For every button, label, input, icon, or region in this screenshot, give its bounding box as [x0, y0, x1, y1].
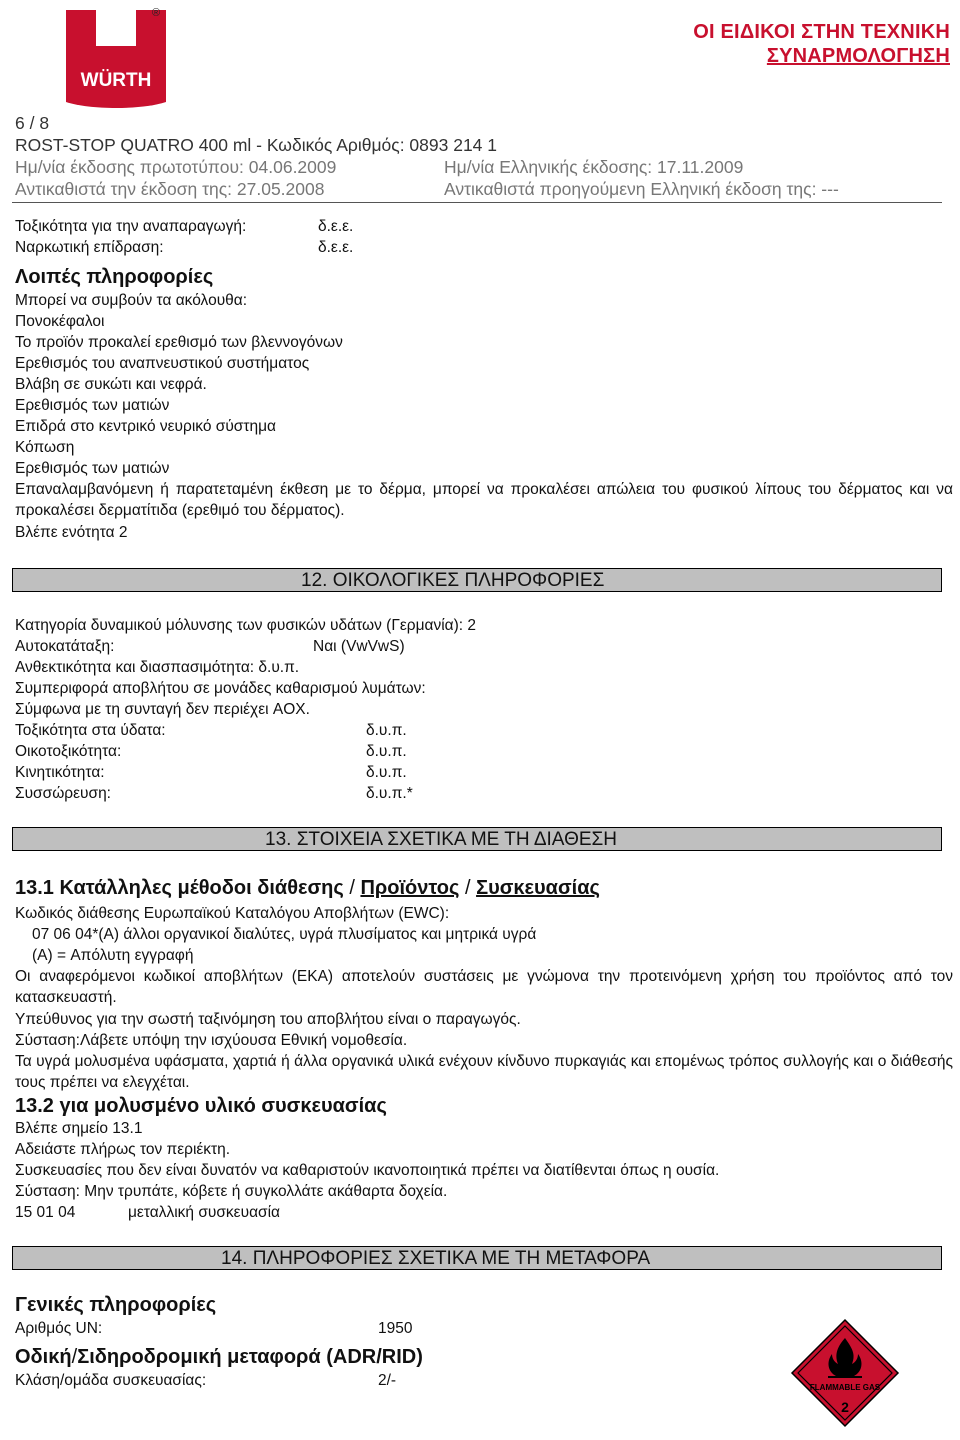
other-info-line: Βλάβη σε συκώτι και νεφρά. [15, 376, 207, 393]
section-14-title: 14. ΠΛΗΡΟΦΟΡΙΕΣ ΣΧΕΤΙΚΑ ΜΕ ΤΗ ΜΕΤΑΦΟΡΑ [221, 1248, 651, 1269]
header-divider [12, 202, 942, 203]
packaging-code: 15 01 04 [15, 1204, 76, 1221]
greek-issue-date: Ημ/νία Ελληνικής έκδοσης: 17.11.2009 [444, 157, 744, 177]
slash: / [459, 877, 477, 899]
see-point-13-1: Βλέπε σημείο 13.1 [15, 1120, 143, 1137]
class-group-value: 2/- [378, 1372, 397, 1389]
section-14-bar [12, 1246, 942, 1270]
ewc-label: Κωδικός διάθεσης Ευρωπαϊκού Καταλόγου Αποβλήτων (EWC): [15, 905, 450, 922]
contaminated-packaging-title: 13.2 για μολυσμένο υλικό συσκευασίας [15, 1095, 387, 1117]
other-info-line: Επιδρά στο κεντρικό νευρικό σύστημα [15, 418, 276, 435]
slash: / [71, 1346, 78, 1368]
see-section-2: Βλέπε ενότητα 2 [15, 524, 128, 541]
no-pierce-recommendation: Σύσταση: Μην τρυπάτε, κόβετε ή συγκολλάτε ακάθαρτα δοχεία. [15, 1183, 448, 1200]
national-law-recommendation: Σύσταση:Λάβετε υπόψη την ισχύουσα Εθνική νομοθεσία. [15, 1032, 408, 1049]
eco-row-label: Συσσώρευση: [15, 785, 111, 802]
water-hazard-class: Κατηγορία δυναμικού μόλυνσης των φυσικών υδάτων (Γερμανία): 2 [15, 617, 477, 634]
other-info-line: Ερεθισμός των ματιών [15, 397, 170, 414]
empty-container: Αδειάστε πλήρως τον περιέκτη. [15, 1141, 231, 1158]
narcotic-effect-value: δ.ε.ε. [318, 239, 354, 256]
producer-responsibility: Υπεύθυνος για την σωστή ταξινόμηση του αποβλήτου είναι ο παραγωγός. [15, 1011, 521, 1028]
reproductive-toxicity-label: Τοξικότητα για την αναπαραγωγή: [15, 218, 247, 235]
eco-row-value: δ.υ.π. [366, 743, 407, 760]
eco-row-label: Τοξικότητα στα ύδατα: [15, 722, 166, 739]
registered-mark: ® [152, 7, 161, 19]
packaging-description: μεταλλική συσκευασία [128, 1204, 281, 1221]
skin-exposure-paragraph: Επαναλαμβανόμενη ή παρατεταμένη έκθεση με το δέρμα, μπορεί να προκαλέσει απώλεια του φυσικού λίπους του δέρματος και να προκαλέσει δερματίτιδα (ερεθιμό του δέρματος). [15, 481, 953, 519]
ewc-code: 07 06 04*(A) άλλοι οργανικοί διαλύτες, υγρά πλυσίματος και μητρικά υγρά [32, 926, 537, 943]
section-12-title: 12. ΟΙΚΟΛΟΓΙΚΕΣ ΠΛΗΡΟΦΟΡΙΕΣ [301, 570, 605, 591]
eco-row-value: δ.υ.π. [366, 764, 407, 781]
replaces-greek-version: Αντικαθιστά προηγούμενη Ελληνική έκδοση της: --- [444, 179, 839, 199]
class-group-label: Κλάση/ομάδα συσκευασίας: [15, 1372, 207, 1389]
ewc-recommendation-paragraph: Οι αναφερόμενοι κωδικοί αποβλήτων (ΕΚΑ) αποτελούν συστάσεις με γνώμονα την προτεινόμενη χρήση του προϊόντος από τον κατασκευαστή. [15, 968, 953, 1006]
road-transport: Οδική [15, 1346, 72, 1368]
road-rail-transport-title [15, 1345, 423, 1369]
disposal-methods-prefix: 13.1 Κατάλληλες μέθοδοι διάθεσης [15, 877, 344, 899]
eco-row-value: δ.υ.π.* [366, 785, 413, 802]
self-classification-value: Ναι (VwVwS) [313, 638, 405, 655]
ewc-note: (A) = Απόλυτη εγγραφή [32, 947, 194, 964]
other-info-line: Κόπωση [15, 439, 75, 456]
brand-text: WÜRTH [80, 70, 152, 91]
other-info-line: Πονοκέφαλοι [15, 313, 105, 330]
slogan [693, 20, 950, 68]
other-info-line: Μπορεί να συμβούν τα ακόλουθα: [15, 292, 248, 309]
original-issue-date: Ημ/νία έκδοσης πρωτοτύπου: 04.06.2009 [15, 157, 337, 177]
disposal-product: Προϊόντος [360, 877, 460, 899]
section-13-title: 13. ΣΤΟΙΧΕΙΑ ΣΧΕΤΙΚΑ ΜΕ ΤΗ ΔΙΑΘΕΣΗ [265, 829, 617, 850]
replaces-version: Αντικαθιστά την έκδοση της: 27.05.2008 [15, 179, 325, 199]
aox-statement: Σύμφωνα με τη συνταγή δεν περιέχει AOX. [15, 701, 310, 718]
fire-risk-paragraph: Τα υγρά μολυσμένα υφάσματα, χαρτιά ή άλλα οργανικά υλικά ενέχουν κίνδυνο πυρκαγιάς και επομένως τρόπος συλλογής και ο διάθεσής τους πρέπει να ελεγχέται. [15, 1053, 953, 1091]
reproductive-toxicity-value: δ.ε.ε. [318, 218, 354, 235]
placard-class-number: 2 [841, 1399, 849, 1415]
slash: / [343, 877, 361, 899]
other-info-line: Ερεθισμός του αναπνευστικού συστήματος [15, 355, 310, 372]
section-13-bar [12, 827, 942, 851]
page-number: 6 / 8 [15, 113, 50, 133]
narcotic-effect-label: Ναρκωτική επίδραση: [15, 239, 164, 256]
eco-row-value: δ.υ.π. [366, 722, 407, 739]
other-info-line: Ερεθισμός των ματιών [15, 460, 170, 477]
other-info-line: Το προϊόν προκαλεί ερεθισμό των βλεννογόνων [15, 334, 343, 351]
rail-transport: Σιδηροδρομική μεταφορά (ADR/RID) [77, 1346, 423, 1368]
slogan-line-1: ΟΙ ΕΙΔΙΚΟΙ ΣΤΗΝ ΤΕΧΝΙΚΗ [693, 21, 950, 43]
un-number-value: 1950 [378, 1320, 413, 1337]
persistence-degradability: Ανθεκτικότητα και διασπασιμότητα: δ.υ.π. [15, 659, 300, 676]
slogan-line-2: ΣΥΝΑΡΜΟΛΟΓΗΣΗ [766, 45, 950, 67]
other-info-title: Λοιπές πληροφορίες [15, 266, 214, 288]
general-info-title: Γενικές πληροφορίες [15, 1294, 217, 1316]
self-classification-label: Αυτοκατάταξη: [15, 638, 115, 655]
disposal-packaging: Συσκευασίας [476, 877, 600, 899]
disposal-methods-title [15, 876, 600, 900]
flammable-gas-placard-icon [790, 1318, 900, 1428]
section-12-bar [12, 568, 942, 592]
eco-row-label: Οικοτοξικότητα: [15, 743, 122, 760]
eco-row-label: Κινητικότητα: [15, 764, 105, 781]
uncleanable-packaging: Συσκευασίες που δεν είναι δυνατόν να καθαριστούν ικανοποιητικά πρέπει να διατίθενται όπως η ουσία. [15, 1162, 720, 1179]
un-number-label: Αριθμός UN: [15, 1320, 103, 1337]
placard-label: FLAMMABLE GAS [809, 1383, 881, 1392]
treatment-plant-behaviour: Συμπεριφορά αποβλήτου σε μονάδες καθαρισμού λυμάτων: [15, 680, 426, 697]
product-title: ROST-STOP QUATRO 400 ml - Κωδικός Αριθμός: 0893 214 1 [15, 135, 498, 155]
wurth-logo [62, 6, 170, 114]
